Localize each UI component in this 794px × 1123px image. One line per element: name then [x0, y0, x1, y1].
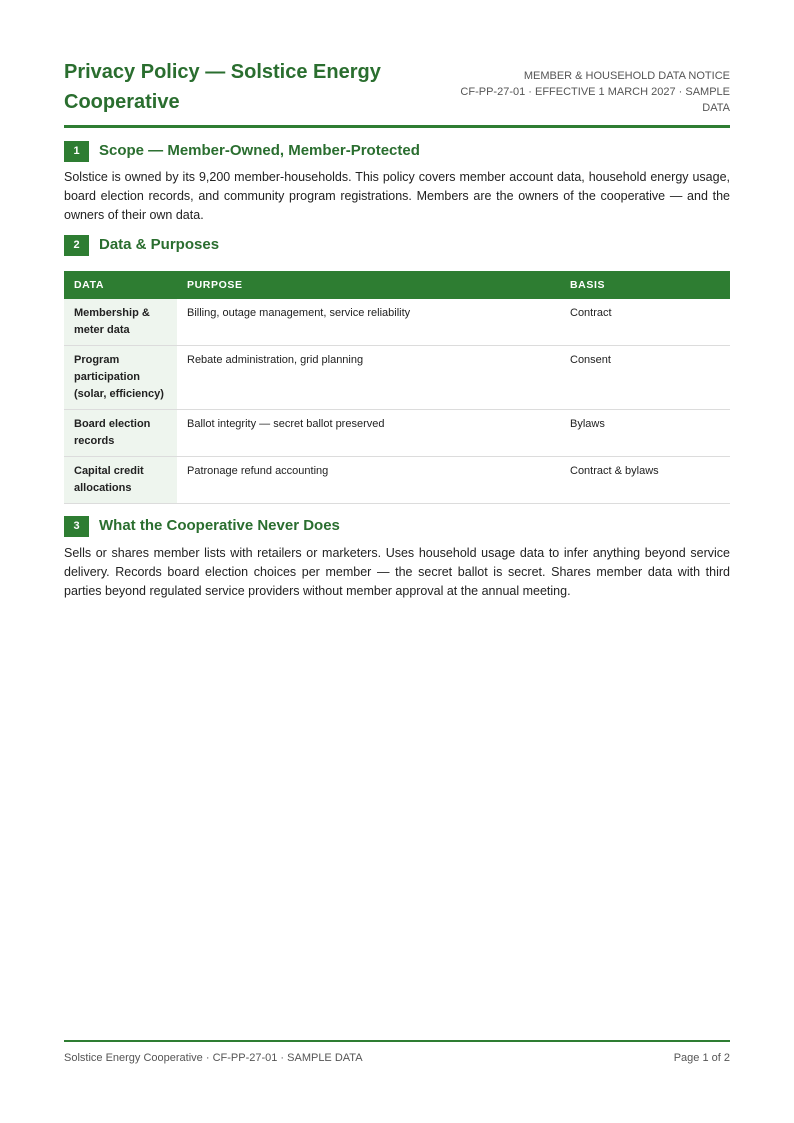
document-header	[64, 57, 730, 125]
section-3-number: 3	[64, 516, 89, 537]
table-row	[64, 346, 730, 410]
document-page	[64, 0, 730, 1123]
section-2-heading	[64, 234, 730, 256]
section-3-body: Sells or shares member lists with retailers or marketers. Uses household usage data to infer anything beyond service delivery. Records board election choices per member — the secret ballot is secret. Shares member data with third parties beyond regulated service providers without member approval at the annual meeting.	[64, 546, 730, 598]
column-header-data: DATA	[64, 271, 177, 299]
section-1-title: Scope — Member-Owned, Member-Protected	[99, 142, 420, 159]
row-purpose: Ballot integrity — secret ballot preserved	[177, 410, 560, 457]
row-data-category: Capital credit allocations	[64, 457, 177, 504]
table-row	[64, 410, 730, 457]
row-basis: Consent	[560, 346, 730, 410]
section-3-heading	[64, 515, 730, 537]
table-row	[64, 457, 730, 504]
table-header-row	[64, 271, 730, 299]
row-basis: Contract & bylaws	[560, 457, 730, 504]
section-2-title: Data & Purposes	[99, 236, 220, 253]
row-basis: Contract	[560, 299, 730, 346]
row-purpose: Patronage refund accounting	[177, 457, 560, 504]
section-1-number: 1	[64, 141, 89, 162]
notice-type: MEMBER & HOUSEHOLD DATA NOTICE	[523, 70, 730, 82]
document-title: Privacy Policy — Solstice Energy Cooperative	[64, 61, 381, 113]
section-2-number: 2	[64, 235, 89, 256]
section-1-body: Solstice is owned by its 9,200 member-households. This policy covers member account data, household energy usage, board election records, and community program registrations. Members are the owners of the cooperative — and the owners of their own data.	[64, 170, 730, 222]
row-purpose: Rebate administration, grid planning	[177, 346, 560, 410]
column-header-purpose: PURPOSE	[177, 271, 560, 299]
row-data-category: Membership & meter data	[64, 299, 177, 346]
page-number: Page 1 of 2	[673, 1052, 730, 1064]
row-purpose: Billing, outage management, service reliability	[177, 299, 560, 346]
section-1-heading	[64, 140, 730, 162]
document-meta	[430, 68, 730, 116]
header-divider	[64, 125, 730, 128]
footer-document-info: Solstice Energy Cooperative · CF-PP-27-01 · SAMPLE DATA	[64, 1052, 363, 1064]
table-row	[64, 299, 730, 346]
row-basis: Bylaws	[560, 410, 730, 457]
row-data-category: Program participation (solar, efficiency)	[64, 346, 177, 410]
footer-divider	[64, 1040, 730, 1042]
document-reference: CF-PP-27-01 · EFFECTIVE 1 MARCH 2027 · SAMPLE DATA	[460, 86, 730, 114]
section-3-title: What the Cooperative Never Does	[99, 517, 340, 534]
row-data-category: Board election records	[64, 410, 177, 457]
column-header-basis: BASIS	[560, 271, 730, 299]
data-purposes-table	[64, 271, 730, 504]
